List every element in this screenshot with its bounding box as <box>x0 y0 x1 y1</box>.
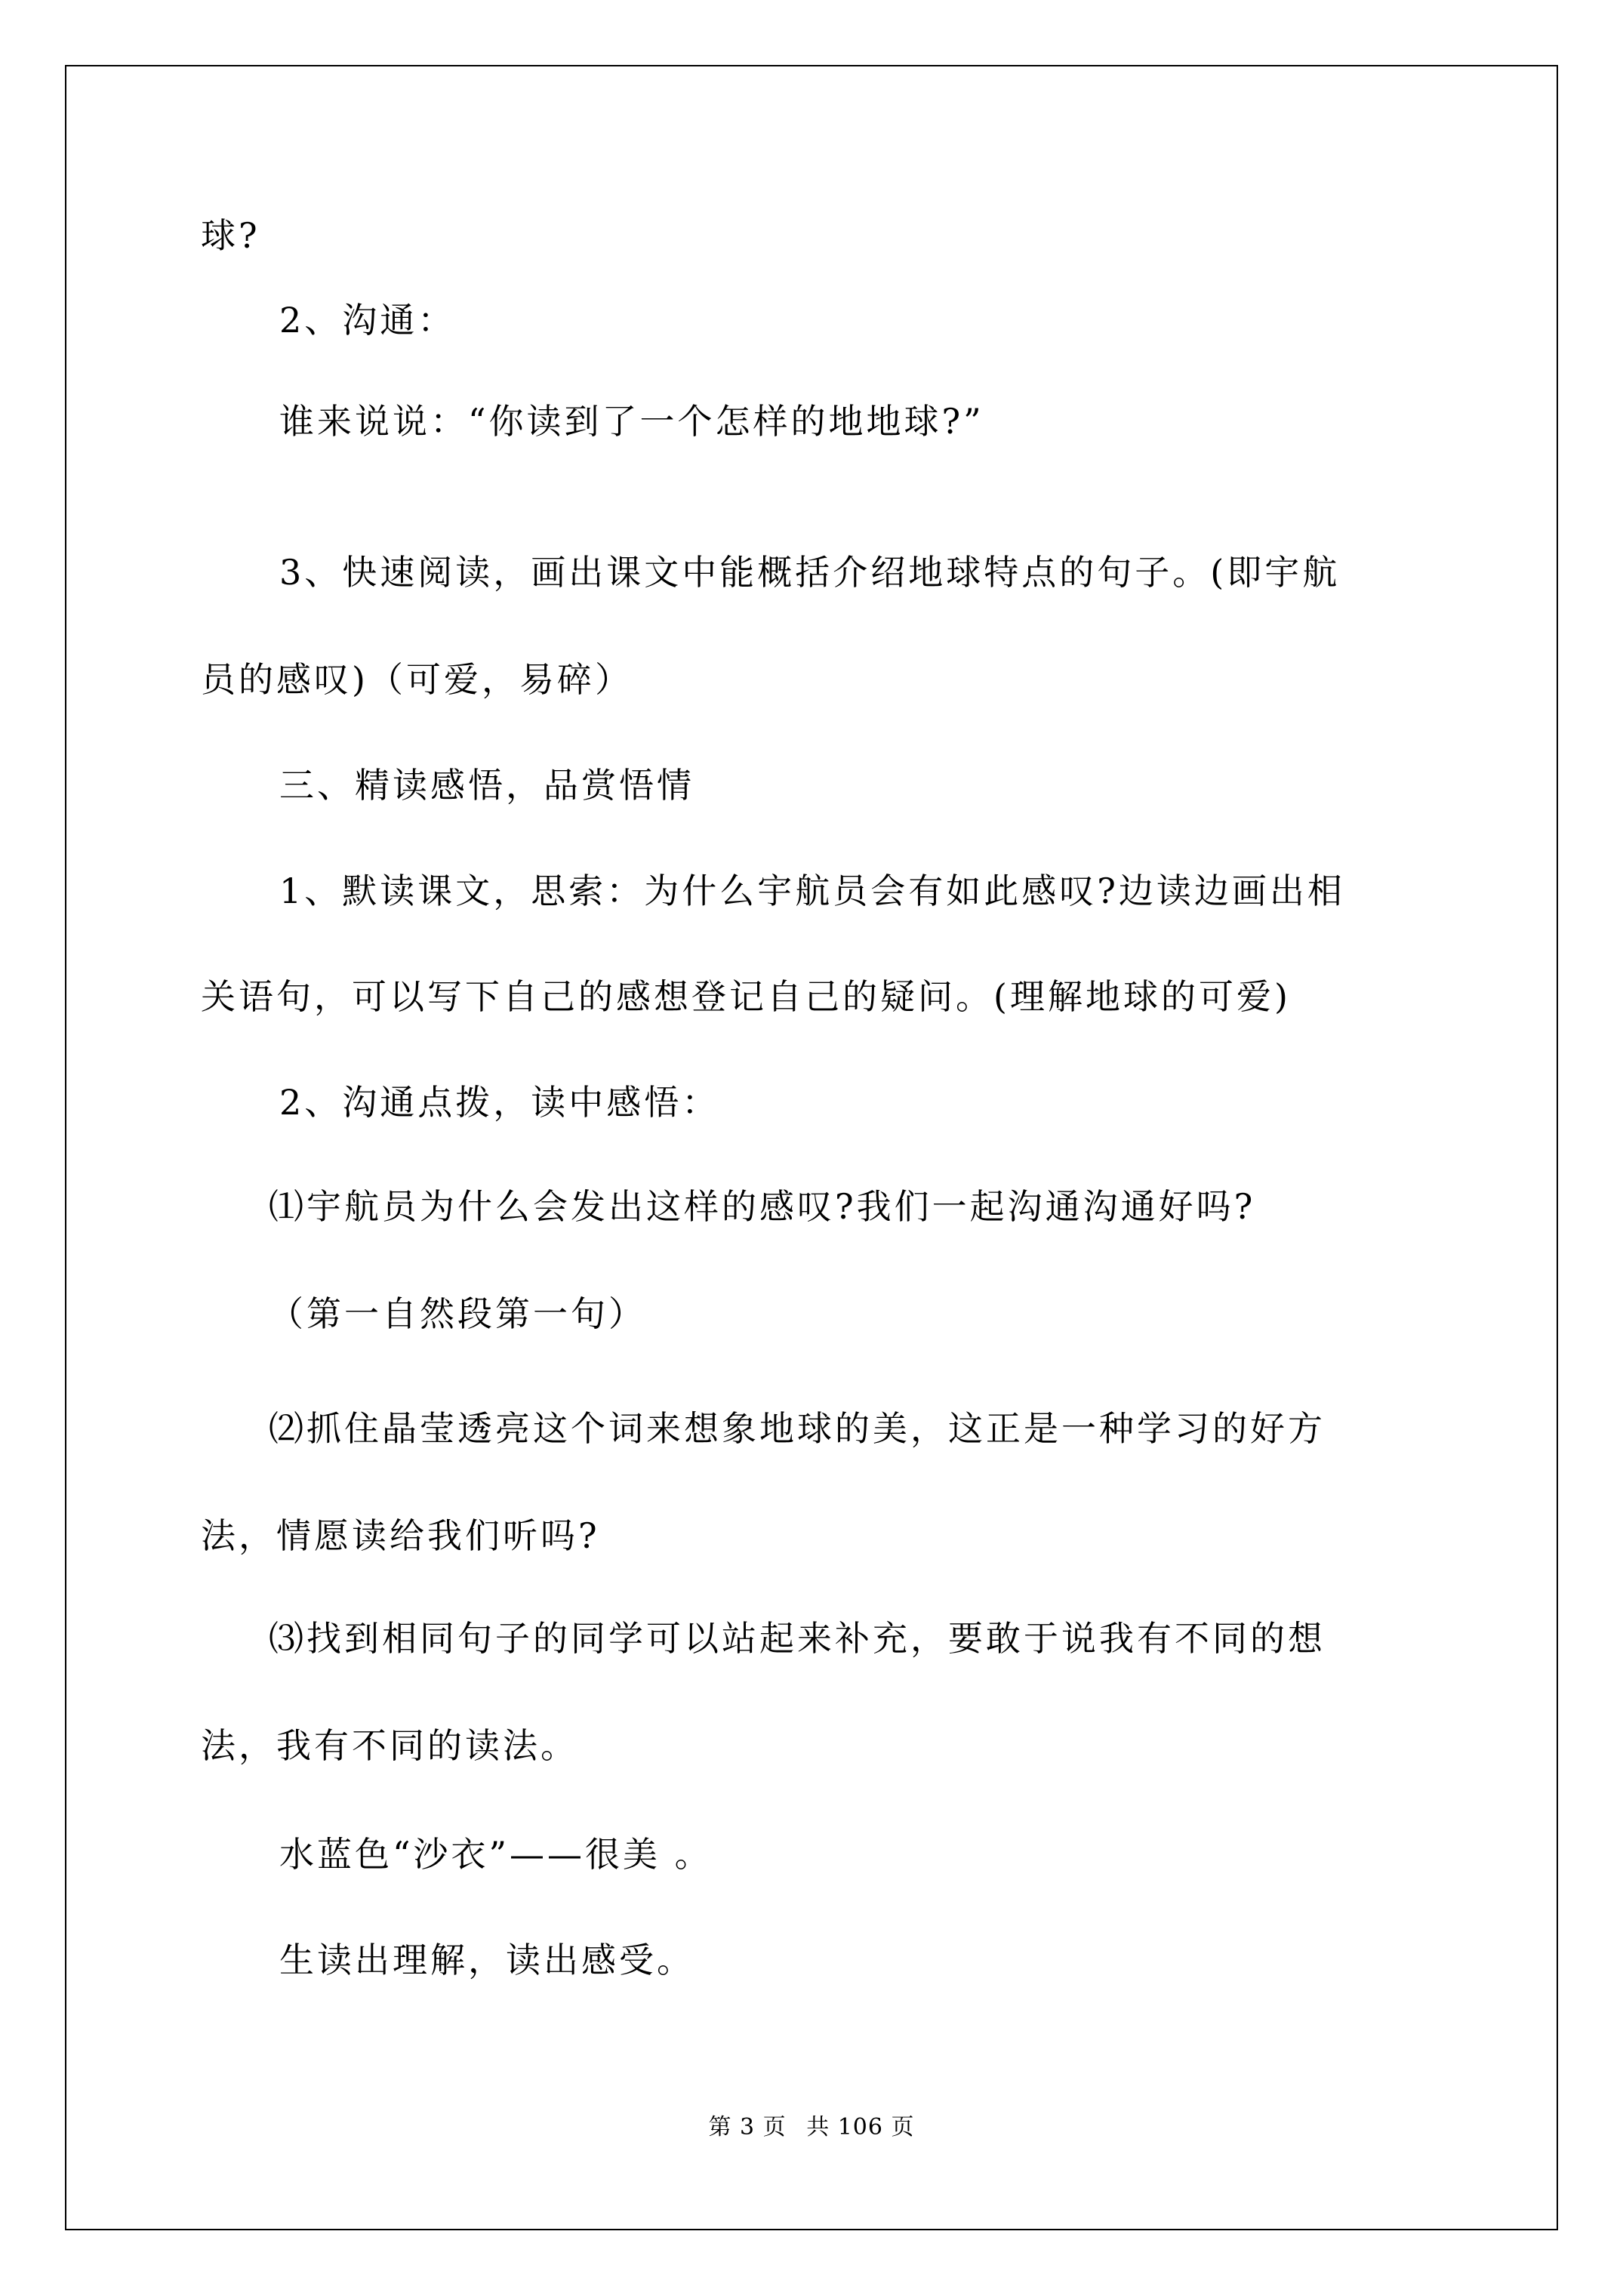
text-line: 员的感叹)（可爱，易碎） <box>201 659 633 700</box>
text-line: 关语句，可以写下自己的感想登记自己的疑问。(理解地球的可爱) <box>201 976 1291 1017</box>
page-total: 共 106 页 <box>806 2114 915 2140</box>
text-line: 2、沟通点拨，读中感悟： <box>279 1082 720 1123</box>
text-line: 谁来说说：“你读到了一个怎样的地地球?” <box>279 401 984 442</box>
text-line: 球? <box>201 215 260 256</box>
text-line: 三、精读感悟，品赏悟情 <box>279 765 694 806</box>
text-line: （第一自然段第一句） <box>269 1293 646 1334</box>
text-line: ⑶找到相同句子的同学可以站起来补充，要敢于说我有不同的想 <box>269 1618 1326 1659</box>
text-line: ⑵抓住晶莹透亮这个词来想象地球的美，这正是一种学习的好方 <box>269 1408 1326 1449</box>
page-footer <box>0 2113 1623 2143</box>
page-border <box>65 65 1558 2230</box>
text-line: ⑴宇航员为什么会发出这样的感叹?我们一起沟通沟通好吗? <box>269 1186 1256 1227</box>
text-line: 3、快速阅读，画出课文中能概括介绍地球特点的句子。(即宇航 <box>279 552 1341 593</box>
text-line: 法，我有不同的读法。 <box>201 1725 578 1766</box>
text-line: 1、默读课文，思索：为什么宇航员会有如此感叹?边读边画出相 <box>279 871 1345 911</box>
text-line: 生读出理解，读出感受。 <box>279 1940 694 1980</box>
text-line: 2、沟通： <box>279 300 456 341</box>
page-number: 第 3 页 <box>708 2114 787 2140</box>
text-line: 水蓝色“沙衣”——很美 。 <box>279 1834 713 1875</box>
text-line: 法，情愿读给我们听吗? <box>201 1515 600 1556</box>
